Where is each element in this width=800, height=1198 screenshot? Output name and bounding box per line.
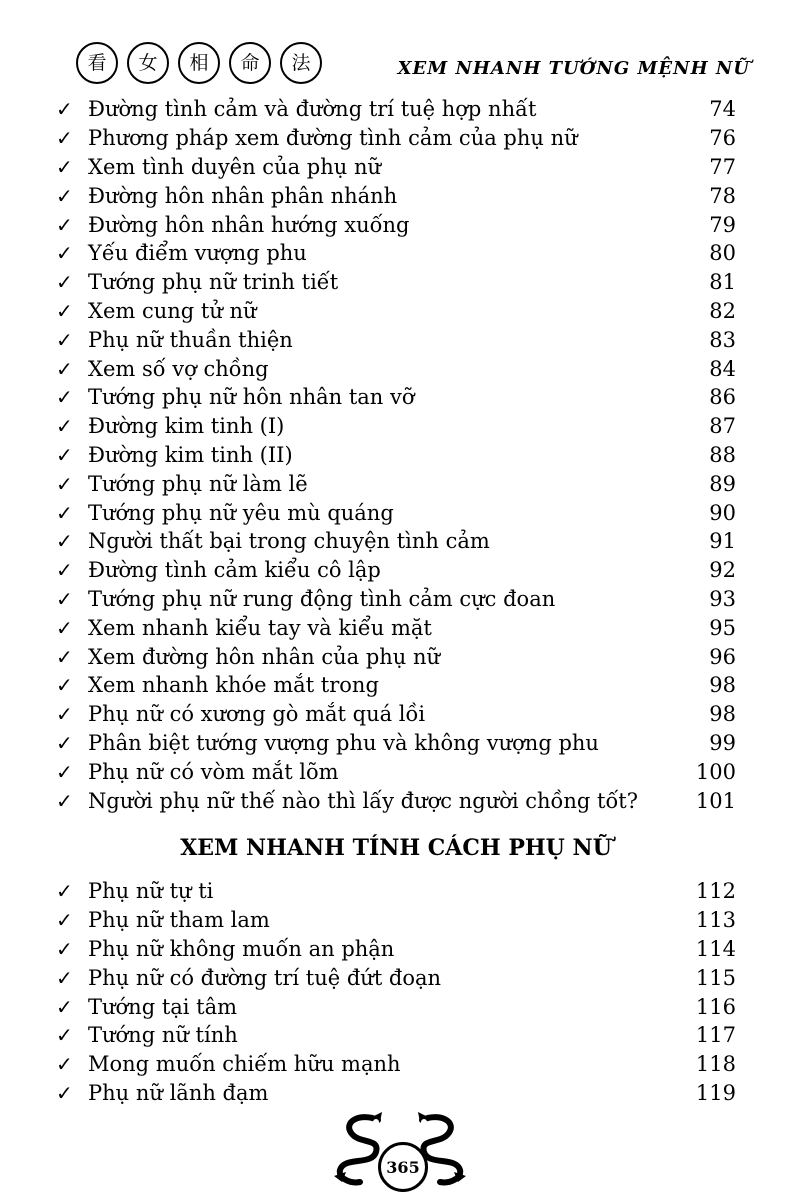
- toc-entry-title: Người thất bại trong chuyện tình cảm: [88, 529, 490, 554]
- toc-entry-title: Mong muốn chiếm hữu mạnh: [88, 1052, 401, 1077]
- checkmark-icon: ✓: [56, 356, 73, 381]
- toc-entry-title: Xem nhanh khóe mắt trong: [88, 673, 379, 698]
- toc-entry: [56, 642, 736, 671]
- toc-entry-title: Đường tình cảm và đường trí tuệ hợp nhất: [88, 97, 537, 122]
- checkmark-icon: ✓: [56, 154, 73, 179]
- toc-entry: [56, 1050, 736, 1079]
- toc-entry-title: Tướng phụ nữ hôn nhân tan vỡ: [88, 385, 415, 410]
- toc-entry-title: Xem cung tử nữ: [88, 298, 257, 323]
- toc-entry-page: 83: [709, 327, 736, 352]
- toc-entry: [56, 729, 736, 758]
- toc-entry-title: Tướng phụ nữ làm lẽ: [88, 471, 308, 496]
- checkmark-icon: ✓: [56, 644, 73, 669]
- checkmark-icon: ✓: [56, 702, 73, 727]
- toc-entry-page: 77: [709, 154, 736, 179]
- toc-entry-page: 112: [695, 879, 736, 904]
- toc-entry: [56, 556, 736, 585]
- checkmark-icon: ✓: [56, 1023, 73, 1048]
- toc-entry-title: Phụ nữ lãnh đạm: [88, 1080, 269, 1105]
- toc-entry-title: Người phụ nữ thế nào thì lấy được người chồng tốt?: [88, 788, 639, 813]
- toc-entry: [56, 671, 736, 700]
- toc-entry-page: 84: [709, 356, 736, 381]
- toc-entry: [56, 181, 736, 210]
- toc-entry-page: 92: [709, 558, 736, 583]
- toc-entry: [56, 585, 736, 614]
- toc-entry-title: Tướng tại tâm: [88, 994, 238, 1019]
- toc-entry-page: 90: [709, 500, 736, 525]
- checkmark-icon: ✓: [56, 97, 73, 122]
- toc-entry-page: 114: [695, 936, 736, 961]
- toc-entry-page: 87: [709, 414, 736, 439]
- toc-entry-page: 101: [695, 788, 736, 813]
- toc-entry-title: Yếu điểm vượng phu: [88, 241, 307, 266]
- page-header: [0, 0, 800, 100]
- toc-entry: [56, 700, 736, 729]
- toc-entry: [56, 613, 736, 642]
- toc-entry: [56, 239, 736, 268]
- toc-entry: [56, 95, 736, 124]
- toc-entry-page: 98: [709, 702, 736, 727]
- toc-entry-title: Tướng phụ nữ trinh tiết: [88, 270, 339, 295]
- toc-entry-title: Phụ nữ tự ti: [88, 879, 214, 904]
- toc-entry-page: 81: [709, 270, 736, 295]
- toc-entry-title: Phụ nữ có xương gò mắt quá lồi: [88, 702, 426, 727]
- toc-entry-title: Phụ nữ có vòm mắt lõm: [88, 759, 339, 784]
- toc-entry: [56, 757, 736, 786]
- toc-entry-page: 76: [709, 126, 736, 151]
- toc-entry: [56, 1079, 736, 1108]
- toc-entry-page: 116: [695, 994, 736, 1019]
- toc-entry: [56, 268, 736, 297]
- checkmark-icon: ✓: [56, 1052, 73, 1077]
- toc-entry: [56, 124, 736, 153]
- checkmark-icon: ✓: [56, 586, 73, 611]
- toc-entry-title: Đường tình cảm kiểu cô lập: [88, 558, 381, 583]
- checkmark-icon: ✓: [56, 788, 73, 813]
- checkmark-icon: ✓: [56, 558, 73, 583]
- toc-entry: [56, 383, 736, 412]
- checkmark-icon: ✓: [56, 730, 73, 755]
- toc-entry: [56, 498, 736, 527]
- checkmark-icon: ✓: [56, 994, 73, 1019]
- chinese-seal-row: [76, 42, 322, 84]
- checkmark-icon: ✓: [56, 241, 73, 266]
- toc-entry-page: 98: [709, 673, 736, 698]
- checkmark-icon: ✓: [56, 908, 73, 933]
- checkmark-icon: ✓: [56, 965, 73, 990]
- toc-entry-page: 96: [709, 644, 736, 669]
- checkmark-icon: ✓: [56, 414, 73, 439]
- checkmark-icon: ✓: [56, 442, 73, 467]
- toc-entry: [56, 297, 736, 326]
- toc-entry: [56, 354, 736, 383]
- page-number: 365: [378, 1142, 428, 1192]
- checkmark-icon: ✓: [56, 500, 73, 525]
- checkmark-icon: ✓: [56, 471, 73, 496]
- toc-entry-title: Phương pháp xem đường tình cảm của phụ nữ: [88, 126, 578, 151]
- seal-character: 女: [127, 42, 169, 84]
- toc-entry-title: Xem số vợ chồng: [88, 356, 269, 381]
- toc-entry-page: 74: [709, 97, 736, 122]
- toc-entry-page: 99: [709, 730, 736, 755]
- toc-entry: [56, 527, 736, 556]
- table-of-contents: [56, 95, 736, 1107]
- seal-character: 命: [229, 42, 271, 84]
- toc-entry-title: Phụ nữ có đường trí tuệ đứt đoạn: [88, 965, 442, 990]
- checkmark-icon: ✓: [56, 615, 73, 640]
- toc-entry: [56, 906, 736, 935]
- toc-entry-title: Đường kim tinh (II): [88, 442, 293, 467]
- toc-entry-title: Tướng nữ tính: [88, 1023, 238, 1048]
- checkmark-icon: ✓: [56, 270, 73, 295]
- toc-entry-title: Phân biệt tướng vượng phu và không vượng phu: [88, 730, 599, 755]
- running-title: XEM NHANH TƯỚNG MỆNH NỮ: [397, 58, 750, 79]
- toc-entry-title: Tướng phụ nữ rung động tình cảm cực đoan: [88, 586, 556, 611]
- toc-entry-title: Xem đường hôn nhân của phụ nữ: [88, 644, 441, 669]
- toc-entry-title: Xem nhanh kiểu tay và kiểu mặt: [88, 615, 432, 640]
- toc-entry-page: 115: [695, 965, 736, 990]
- toc-entry: [56, 210, 736, 239]
- toc-entry-page: 80: [709, 241, 736, 266]
- toc-entry: [56, 469, 736, 498]
- toc-entry: [56, 325, 736, 354]
- toc-entry-page: 82: [709, 298, 736, 323]
- toc-entry: [56, 786, 736, 815]
- toc-entry-title: Đường hôn nhân phân nhánh: [88, 183, 398, 208]
- seal-character: 相: [178, 42, 220, 84]
- toc-entry-page: 119: [695, 1080, 736, 1105]
- section-heading: XEM NHANH TÍNH CÁCH PHỤ NỮ: [180, 834, 612, 861]
- checkmark-icon: ✓: [56, 673, 73, 698]
- toc-entry: [56, 935, 736, 964]
- toc-entry: [56, 963, 736, 992]
- toc-section-2: [56, 877, 736, 1107]
- checkmark-icon: ✓: [56, 936, 73, 961]
- toc-entry-page: 91: [709, 529, 736, 554]
- toc-entry: [56, 441, 736, 470]
- toc-entry-page: 95: [709, 615, 736, 640]
- checkmark-icon: ✓: [56, 879, 73, 904]
- toc-entry: [56, 1021, 736, 1050]
- toc-entry: [56, 153, 736, 182]
- toc-entry: [56, 412, 736, 441]
- page-footer: [0, 1108, 800, 1188]
- checkmark-icon: ✓: [56, 385, 73, 410]
- toc-entry-page: 79: [709, 212, 736, 237]
- toc-entry-title: Đường hôn nhân hướng xuống: [88, 212, 410, 237]
- toc-entry-page: 78: [709, 183, 736, 208]
- toc-section-1: [56, 95, 736, 815]
- toc-entry-page: 88: [709, 442, 736, 467]
- toc-entry-title: Phụ nữ không muốn an phận: [88, 936, 395, 961]
- checkmark-icon: ✓: [56, 327, 73, 352]
- toc-entry-page: 117: [695, 1023, 736, 1048]
- toc-entry-title: Xem tình duyên của phụ nữ: [88, 154, 382, 179]
- checkmark-icon: ✓: [56, 126, 73, 151]
- toc-entry-page: 93: [709, 586, 736, 611]
- seal-character: 看: [76, 42, 118, 84]
- toc-entry-page: 86: [709, 385, 736, 410]
- toc-entry-title: Phụ nữ tham lam: [88, 908, 270, 933]
- checkmark-icon: ✓: [56, 1080, 73, 1105]
- toc-entry-title: Đường kim tinh (I): [88, 414, 285, 439]
- toc-entry-page: 89: [709, 471, 736, 496]
- checkmark-icon: ✓: [56, 529, 73, 554]
- toc-entry: [56, 992, 736, 1021]
- seal-character: 法: [280, 42, 322, 84]
- toc-entry-page: 113: [695, 908, 736, 933]
- toc-entry-page: 118: [695, 1052, 736, 1077]
- checkmark-icon: ✓: [56, 759, 73, 784]
- checkmark-icon: ✓: [56, 212, 73, 237]
- checkmark-icon: ✓: [56, 183, 73, 208]
- toc-entry-title: Tướng phụ nữ yêu mù quáng: [88, 500, 394, 525]
- toc-entry-title: Phụ nữ thuần thiện: [88, 327, 293, 352]
- toc-entry: [56, 877, 736, 906]
- toc-entry-page: 100: [695, 759, 736, 784]
- checkmark-icon: ✓: [56, 298, 73, 323]
